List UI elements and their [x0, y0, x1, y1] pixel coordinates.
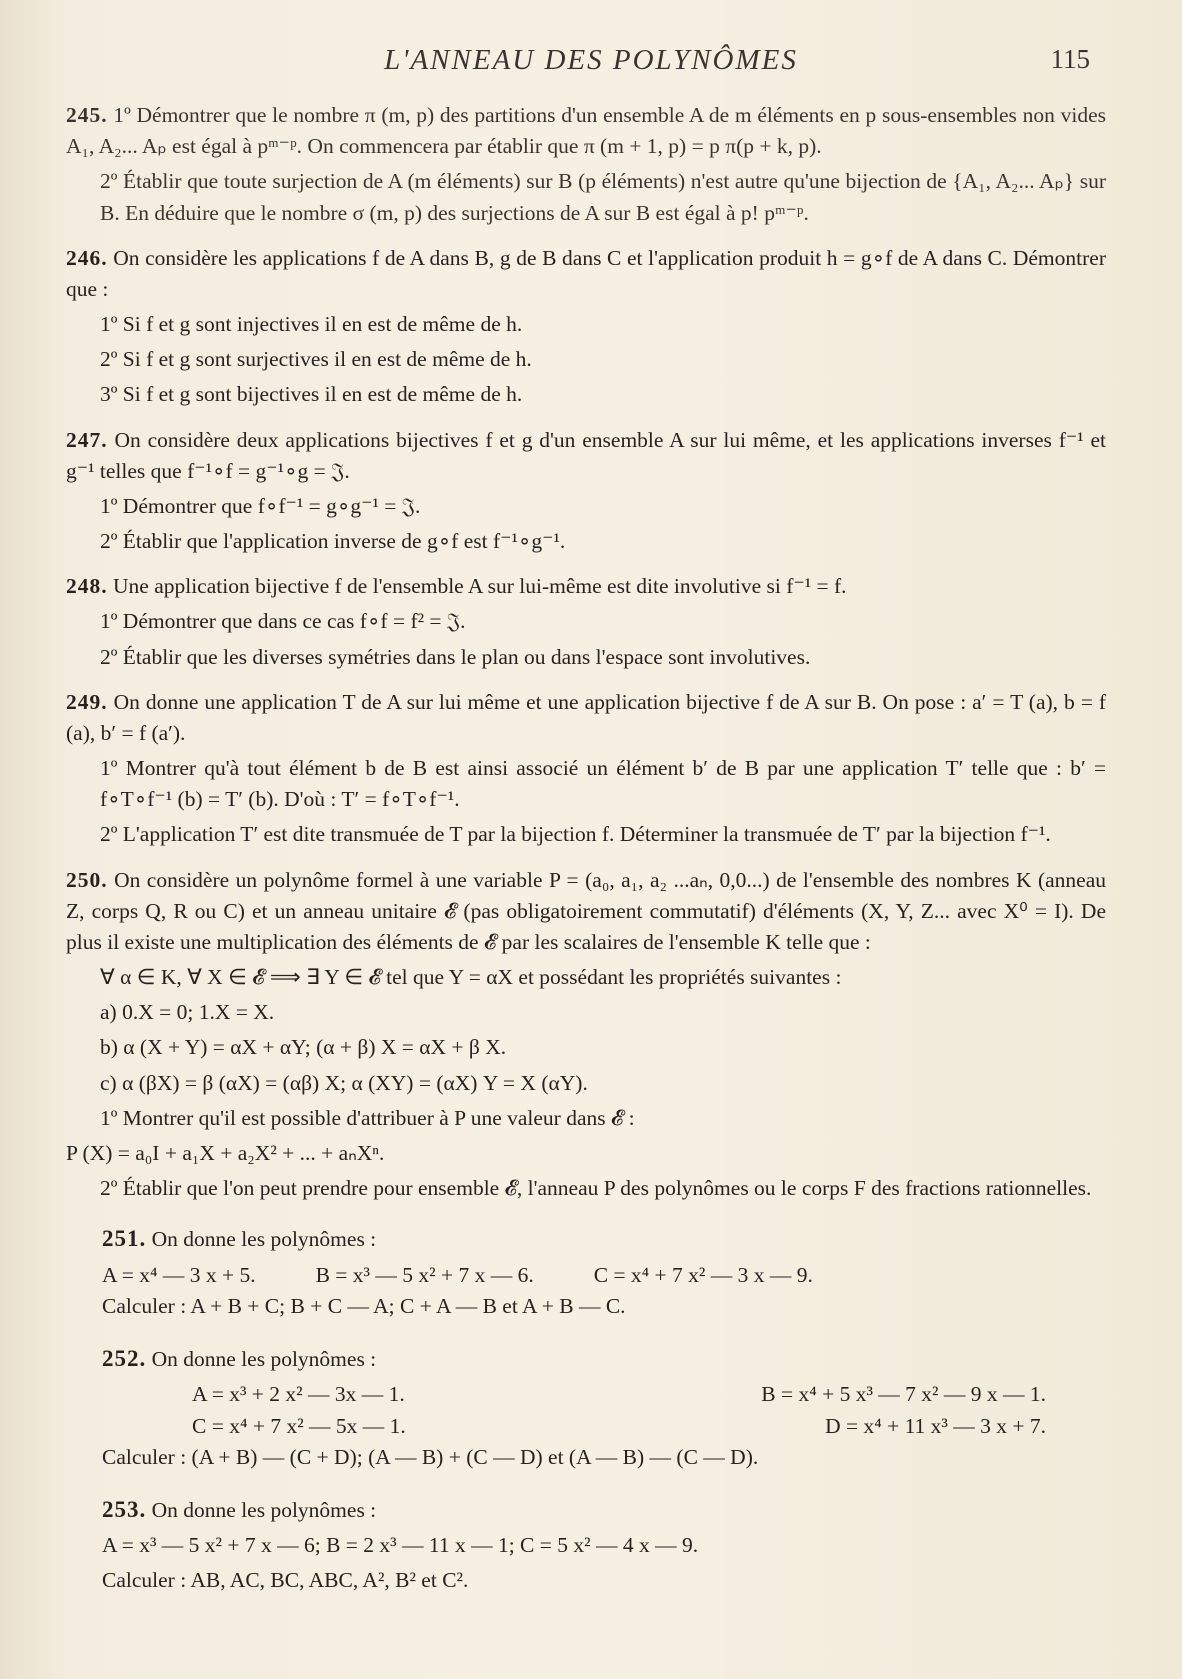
exercise-item: 2º Si f et g sont surjectives il en est de même de h. — [100, 347, 532, 372]
exercise-number: 245. — [66, 103, 108, 127]
exercise-text: On donne les polynômes : — [151, 1497, 377, 1522]
exercise-250 — [66, 865, 1106, 1205]
polynomial-definitions — [102, 1260, 1106, 1291]
exercise-item: 1º Démontrer que f∘f⁻¹ = g∘g⁻¹ = 𝔍. — [100, 493, 421, 518]
exercise-252 — [102, 1342, 1106, 1473]
exercise-text: On considère deux applications bijectives f et g d'un ensemble A sur lui même, et les applications inverses f⁻¹ et g⁻¹ telles que f⁻¹∘f = g⁻¹∘g = 𝔍. — [66, 427, 1107, 483]
exercise-text: On donne une application T de A sur lui même et une application bijective f de A sur B. On pose : a′ = T (a), b = f (a), b′ = f (a′). — [66, 689, 1106, 745]
exercise-247 — [66, 425, 1106, 558]
polynomial-c: C = x⁴ + 7 x² — 5x — 1. — [192, 1413, 406, 1438]
exercise-text: 1º Démontrer que le nombre π (m, p) des partitions d'un ensemble A de m éléments en p sous-ensembles non vides A₁, A₂... Aₚ est égal à pᵐ⁻ᵖ. On commencera par établir que π (m + 1, p) = p π(p + k, p). — [66, 103, 1106, 159]
exercise-number: 247. — [66, 427, 108, 452]
exercise-calc: Calculer : A + B + C; B + C — A; C + A — B et A + B — C. — [102, 1293, 626, 1318]
page-body — [66, 100, 1106, 1617]
exercise-quantifier-line: ∀ α ∈ K, ∀ X ∈ 𝓔 ⟹ ∃ Y ∈ 𝓔 tel que Y = αX et possédant les propriétés suivantes : — [100, 965, 842, 990]
exercise-number: 246. — [66, 245, 108, 270]
exercise-253 — [102, 1493, 1106, 1597]
exercise-item: 1º Si f et g sont injectives il en est de même de h. — [100, 312, 523, 337]
exercise-item: 2º Établir que les diverses symétries dans le plan ou dans l'espace sont involutives. — [100, 644, 811, 669]
polynomial-b: B = x⁴ + 5 x³ — 7 x² — 9 x — 1. — [761, 1382, 1046, 1407]
formula: P (X) = a₀I + a₁X + a₂X² + ... + aₙXⁿ. — [66, 1140, 385, 1165]
polynomial-c: C = x⁴ + 7 x² — 3 x — 9. — [593, 1262, 813, 1287]
polynomial-a: A = x⁴ — 3 x + 5. — [102, 1262, 256, 1287]
exercise-251 — [102, 1222, 1106, 1322]
exercise-item: 1º Montrer qu'il est possible d'attribuer à P une valeur dans 𝓔 : — [100, 1105, 635, 1130]
property-a: a) 0.X = 0; 1.X = X. — [100, 1000, 275, 1025]
exercise-item: 3º Si f et g sont bijectives il en est de même de h. — [100, 382, 523, 407]
exercise-calc: Calculer : (A + B) — (C + D); (A — B) + (C — D) et (A — B) — (C — D). — [102, 1444, 759, 1469]
exercise-number: 253. — [102, 1496, 147, 1522]
polynomial-definitions — [102, 1379, 1106, 1410]
property-c: c) α (βX) = β (αX) = (αβ) X; α (XY) = (αX) Y = X (αY). — [100, 1070, 588, 1095]
polynomial-a: A = x³ + 2 x² — 3x — 1. — [192, 1382, 405, 1407]
exercise-246 — [66, 243, 1106, 411]
exercise-item: 2º L'application T′ est dite transmuée de T par la bijection f. Déterminer la transmuée de T′ par la bijection f⁻¹. — [100, 822, 1051, 847]
exercise-text: 2º Établir que toute surjection de A (m éléments) sur B (p éléments) n'est autre qu'une bijection de {A₁, A₂... Aₚ} sur B. En déduire que le nombre σ (m, p) des surjections de A sur B est égal à p! pᵐ⁻ᵖ. — [100, 169, 1106, 225]
polynomial-definitions — [102, 1411, 1106, 1442]
exercise-text: On donne les polynômes : — [151, 1347, 377, 1372]
running-title: L'ANNEAU DES POLYNÔMES — [384, 44, 798, 76]
exercise-245 — [66, 100, 1106, 229]
exercise-calc: Calculer : AB, AC, BC, ABC, A², B² et C². — [102, 1568, 469, 1593]
exercise-text: On considère un polynôme formel à une variable P = (a₀, a₁, a₂ ...aₙ, 0,0...) de l'ensemble des nombres K (anneau Z, corps Q, R ou C) et un anneau unitaire 𝓔 (pas obligatoirement commutatif) d'éléments (X, Y, Z... avec X⁰ = I). De plus il existe une multiplication des éléments de 𝓔 par les scalaires de l'ensemble K telle que : — [66, 867, 1107, 954]
exercise-number: 248. — [66, 574, 108, 599]
property-b: b) α (X + Y) = αX + αY; (α + β) X = αX + β X. — [100, 1035, 507, 1060]
page-header — [0, 44, 1182, 84]
exercise-248 — [66, 571, 1106, 673]
page-number: 115 — [1050, 44, 1090, 74]
exercise-number: 252. — [102, 1346, 147, 1372]
polynomial-exercises — [66, 1222, 1106, 1596]
exercise-item: 2º Établir que l'on peut prendre pour ensemble 𝓔, l'anneau P des polynômes ou le corps F des fractions rationnelles. — [100, 1176, 1092, 1201]
exercise-text: On donne les polynômes : — [151, 1227, 377, 1252]
polynomial-definitions: A = x³ — 5 x² + 7 x — 6; B = 2 x³ — 11 x — 1; C = 5 x² — 4 x — 9. — [102, 1533, 699, 1558]
polynomial-d: D = x⁴ + 11 x³ — 3 x + 7. — [825, 1413, 1046, 1438]
exercise-number: 250. — [66, 867, 108, 892]
exercise-number: 249. — [66, 689, 108, 714]
polynomial-b: B = x³ — 5 x² + 7 x — 6. — [315, 1262, 534, 1287]
exercise-item: 1º Montrer qu'à tout élément b de B est ainsi associé un élément b′ de B par une application T′ telle que : b′ = f∘T∘f⁻¹ (b) = T′ (b). D'où : T′ = f∘T∘f⁻¹. — [100, 756, 1106, 812]
exercise-text: Une application bijective f de l'ensemble A sur lui-même est dite involutive si f⁻¹ = f. — [113, 574, 847, 599]
exercise-249 — [66, 687, 1106, 851]
exercise-number: 251. — [102, 1226, 147, 1252]
exercise-item: 1º Démontrer que dans ce cas f∘f = f² = 𝔍. — [100, 609, 466, 634]
exercise-item: 2º Établir que l'application inverse de g∘f est f⁻¹∘g⁻¹. — [100, 529, 566, 554]
exercise-text: On considère les applications f de A dans B, g de B dans C et l'application produit h = g∘f de A dans C. Démontrer que : — [66, 245, 1106, 301]
